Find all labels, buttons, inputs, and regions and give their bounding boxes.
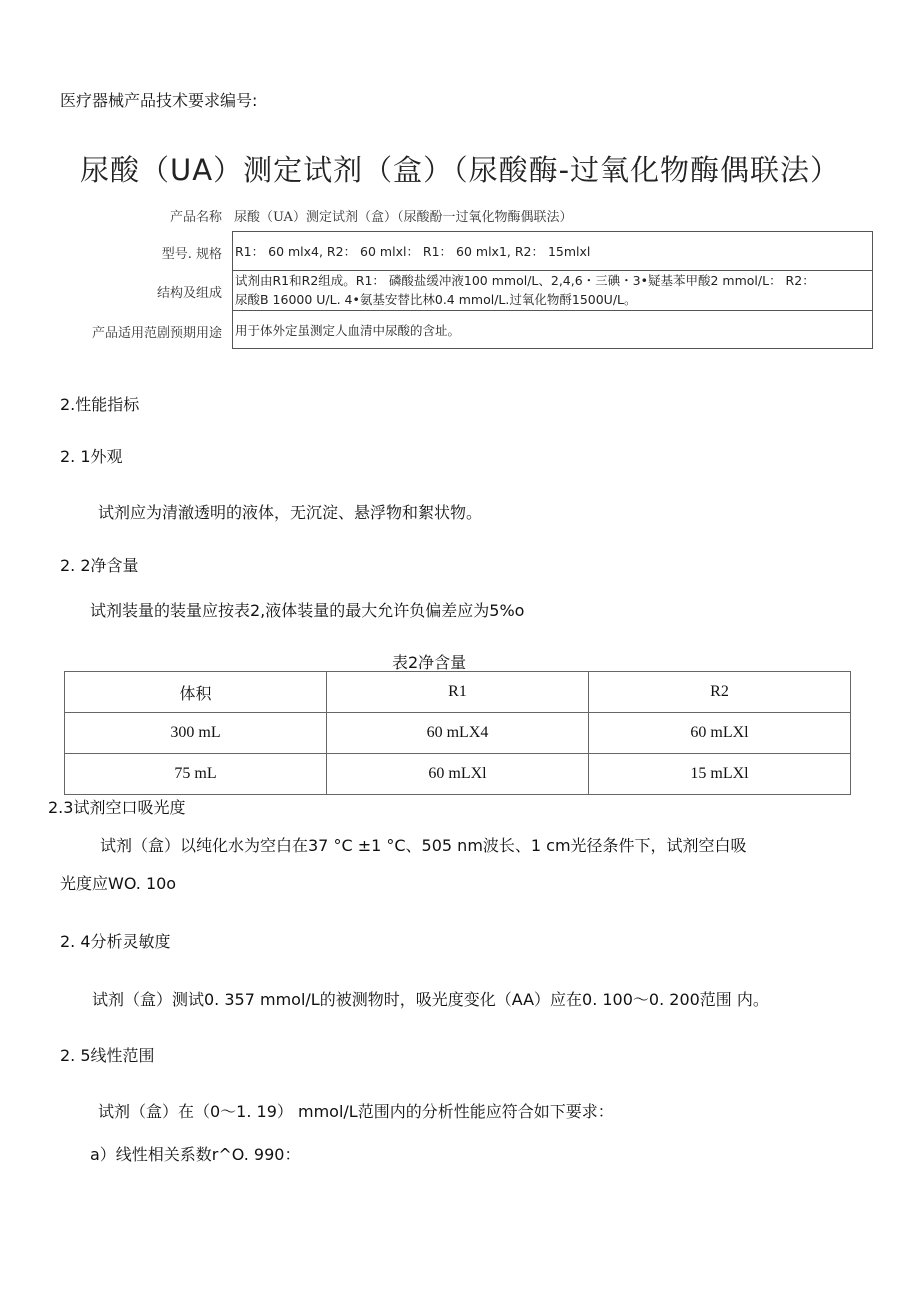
product-name-value: 尿酸（UA）测定试剂（盒）（尿酸酚一过氧化物酶偶联法） [234,210,573,225]
section-2-5-item-a: a）线性相关系数r^O. 990： [90,1145,301,1164]
table-header-cell: R2 [589,672,851,713]
section-2-3-text-line-1: 试剂（盒）以纯化水为空白在37 °C ±1 °C、505 nm波长、1 cm光径条件下，试剂空白吸 [100,836,747,855]
document-title: 尿酸（UA）测定试剂（盒）（尿酸酶-过氧化物酶偶联法） [80,153,841,187]
net-content-table [64,671,851,795]
section-2-2-text: 试剂装量的装量应按表2,液体装量的最大允许负偏差应为5%o [90,601,525,620]
intended-use-label: 产品适用范剧预期用途 [91,326,222,341]
section-2-5-text: 试剂（盒）在（0～1. 19） mmol/L范围内的分析性能应符合如下要求： [98,1102,614,1121]
section-2-1-heading: 2. 1外观 [60,447,123,466]
table-cell: 75 mL [65,754,327,795]
composition-row [233,271,872,311]
composition-line-1: 试剂由R1和R2组成。R1： 磷酸盐缓冲液100 mmol/L、2,4,6・三碘・3•疑基苯甲酸2 mmol/L： R2： [235,273,815,288]
table-cell: 300 mL [65,713,327,754]
section-2-heading: 2.性能指标 [60,395,140,414]
spec-row [233,232,872,271]
doc-number-label: 医疗器械产品技术要求编号: [60,91,258,110]
table-header-cell: R1 [327,672,589,713]
product-info-box [232,231,873,349]
section-2-5-heading: 2. 5线性范围 [60,1046,155,1065]
table-header-row [65,672,851,713]
table-cell: 60 mLXl [327,754,589,795]
section-2-3-heading: 2.3试剂空口吸光度 [48,798,186,817]
table-row [65,713,851,754]
spec-value: R1： 60 mlx4, R2： 60 mlxl： R1： 60 mlx1, R2： 15mlxl [235,244,591,259]
table-header-cell: 体积 [65,672,327,713]
composition-line-2: 尿酸B 16000 U/L. 4•氨基安替比林0.4 mmol/L.过氧化物酹1500U/L。 [235,292,637,307]
table-cell: 15 mLXl [589,754,851,795]
intended-use-value: 用于体外定虽测定人血清中尿酸的含址。 [235,323,461,338]
section-2-4-text: 试剂（盒）测试0. 357 mmol/L的被测物时，吸光度变化（AA）应在0. 100～0. 200范围 内。 [92,990,769,1009]
table-cell: 60 mLXl [589,713,851,754]
spec-label: 型号. 规格 [161,247,222,262]
table-row [65,754,851,795]
section-2-2-heading: 2. 2净含量 [60,556,139,575]
product-name-label: 产品名称 [169,210,222,225]
section-2-1-text: 试剂应为清澈透明的液体，无沉淀、悬浮物和絮状物。 [98,503,483,522]
section-2-4-heading: 2. 4分析灵敏度 [60,932,171,951]
section-2-3-text-line-2: 光度应WO. 10o [60,874,177,893]
table-cell: 60 mLX4 [327,713,589,754]
table-2-caption: 表2净含量 [392,653,467,672]
composition-label: 结构及组成 [156,286,222,301]
